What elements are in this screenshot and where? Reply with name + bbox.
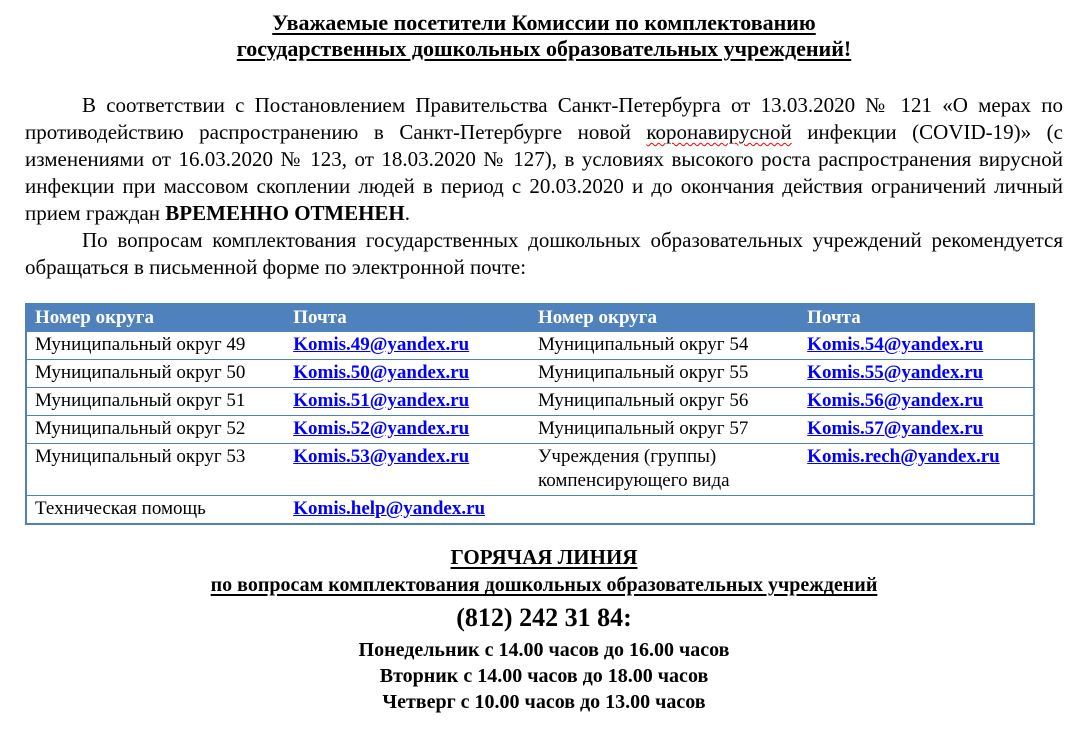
table-row — [26, 388, 1034, 416]
column-header-district-2: Номер округа — [530, 304, 799, 332]
email-link[interactable]: Komis.56@yandex.ru — [807, 390, 984, 411]
column-header-mail-1: Почта — [285, 304, 530, 332]
hotline-section — [25, 545, 1063, 715]
district-cell — [799, 496, 1034, 525]
paragraph-text: . — [404, 201, 411, 225]
district-cell: Муниципальный округ 52 — [26, 416, 285, 444]
district-cell: Муниципальный округ 54 — [530, 332, 799, 360]
district-cell: Муниципальный округ 55 — [530, 360, 799, 388]
district-cell: Муниципальный округ 56 — [530, 388, 799, 416]
column-header-mail-2: Почта — [799, 304, 1034, 332]
table-row — [26, 360, 1034, 388]
district-cell: Муниципальный округ 57 — [530, 416, 799, 444]
table-row — [26, 332, 1034, 360]
paragraph-covid-notice — [25, 92, 1063, 227]
table-row — [26, 444, 1034, 496]
table-row — [26, 496, 1034, 525]
hotline-title: ГОРЯЧАЯ ЛИНИЯ — [450, 545, 638, 569]
district-cell: Муниципальный округ 51 — [26, 388, 285, 416]
email-link[interactable]: Komis.51@yandex.ru — [293, 390, 470, 411]
email-link[interactable]: Komis.57@yandex.ru — [807, 418, 984, 439]
paragraph-text: инфекции (COVID-19)» (с изменениями от 16.03.2020 № 123, от 18.03.2020 № 127), в условиях высокого роста распространения вирусной инфекции при массовом скоплении людей в период с 20.03.2020 и до окончания действия ограничений личный прием граждан — [25, 120, 1063, 225]
email-link[interactable]: Komis.55@yandex.ru — [807, 362, 984, 383]
email-link[interactable]: Komis.49@yandex.ru — [293, 334, 470, 355]
district-cell: Муниципальный округ 49 — [26, 332, 285, 360]
district-cell: Техническая помощь — [26, 496, 285, 525]
district-cell: Муниципальный округ 50 — [26, 360, 285, 388]
schedule-monday: Понедельник с 14.00 часов до 16.00 часов — [358, 639, 730, 661]
column-header-district-1: Номер округа — [26, 304, 285, 332]
paragraph-text: В соответствии с Постановлением Правительства Санкт-Петербурга от 13.03.2020 № 121 «О мерах по противодействию распространению в Санкт-Петербурге новой — [25, 93, 1063, 144]
schedule-thursday: Четверг с 10.00 часов до 13.00 часов — [382, 691, 706, 713]
email-link[interactable]: Komis.help@yandex.ru — [293, 498, 486, 519]
email-link[interactable]: Komis.50@yandex.ru — [293, 362, 470, 383]
district-cell — [530, 496, 799, 525]
email-link[interactable]: Komis.rech@yandex.ru — [807, 446, 1000, 467]
contacts-table — [25, 303, 1035, 525]
district-cell: Учреждения (группы) компенсирующего вида — [530, 444, 799, 496]
page-title-line2: государственных дошкольных образовательных учреждений! — [236, 36, 852, 61]
emphasis-cancelled: ВРЕМЕННО ОТМЕНЕН — [165, 201, 405, 225]
district-cell: Муниципальный округ 53 — [26, 444, 285, 496]
email-link[interactable]: Komis.53@yandex.ru — [293, 446, 470, 467]
table-row — [26, 416, 1034, 444]
paragraph-email-recommendation: По вопросам комплектования государственных дошкольных образовательных учреждений рекомендуется обращаться в письменной форме по электронной почте: — [25, 228, 1063, 279]
hotline-subtitle: по вопросам комплектования дошкольных образовательных учреждений — [210, 574, 878, 596]
hotline-phone-number: (812) 242 31 84: — [456, 603, 632, 632]
spellcheck-flagged-word: коронавирусной — [646, 120, 792, 144]
schedule-tuesday: Вторник с 14.00 часов до 18.00 часов — [379, 665, 709, 687]
page-title-line1: Уважаемые посетители Комиссии по комплектованию — [272, 10, 816, 35]
email-link[interactable]: Komis.52@yandex.ru — [293, 418, 470, 439]
email-link[interactable]: Komis.54@yandex.ru — [807, 334, 984, 355]
table-header-row — [26, 304, 1034, 332]
page-title — [25, 10, 1063, 62]
